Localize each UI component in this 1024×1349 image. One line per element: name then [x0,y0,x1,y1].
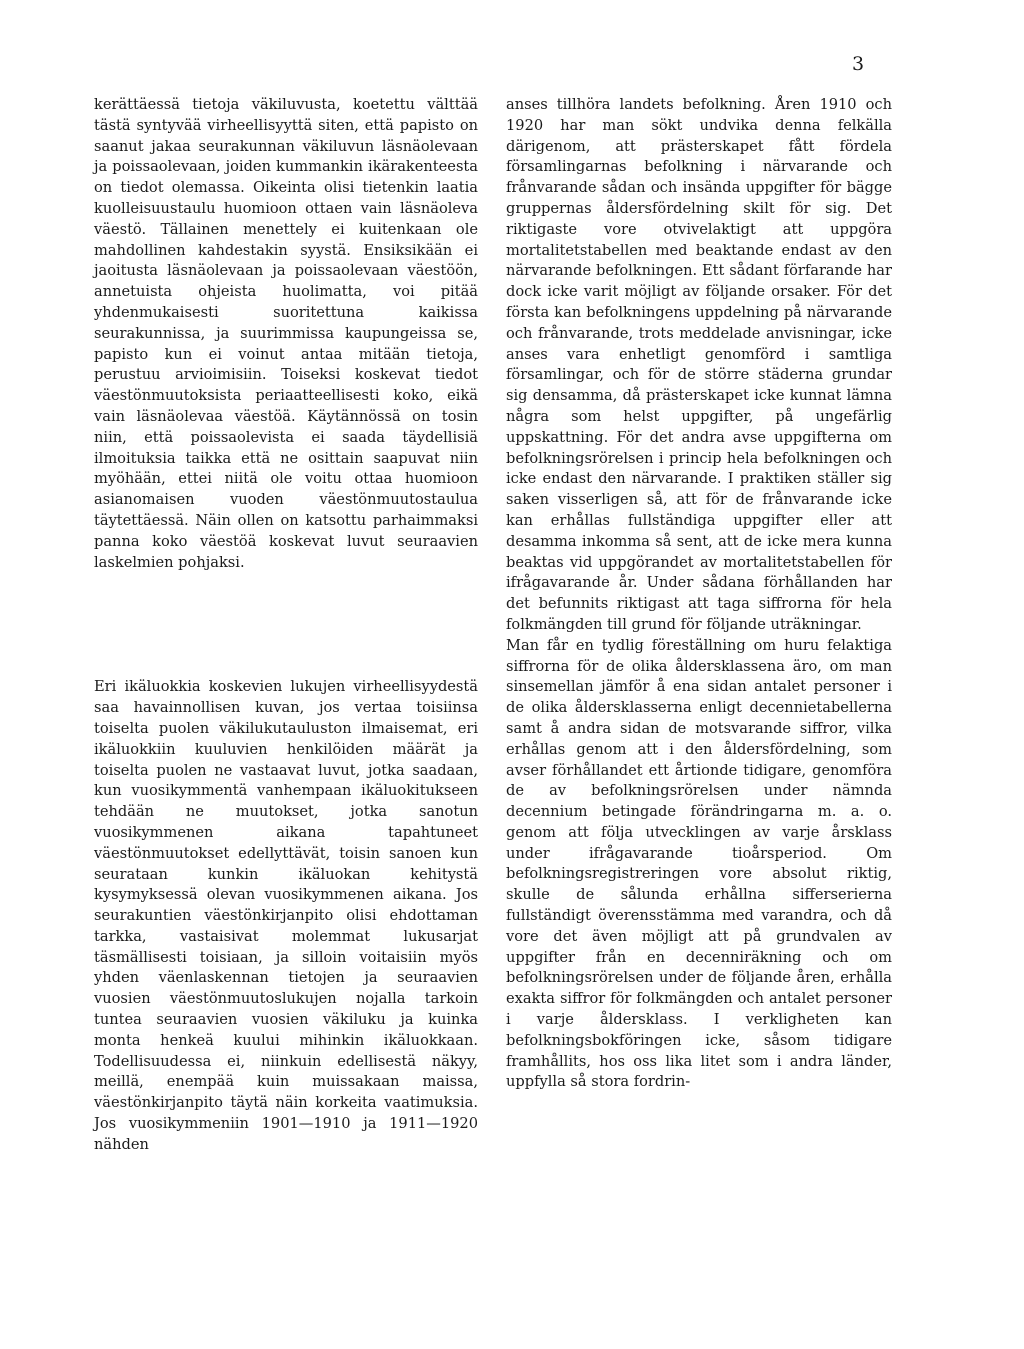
finnish-paragraph-1: kerättäessä tietoja väkiluvusta, koetettu välttää tästä syntyvää virheellisyyttä siten, että papisto on saanut jakaa seurakunnan väkiluvun läsnäolevaan ja poissaolevaan, joiden kummankin ikärakenteesta on tiedot olemassa. Oikeinta olisi tietenkin laatia kuolleisuustaulu huomioon ottaen vain läsnäoleva väestö. Tällainen menettely ei kuitenkaan ole mahdollinen kahdestakin syystä. Ensiksikään ei jaoitusta läsnäolevaan ja poissaolevaan väestöön, annetuista ohjeista huolimatta, voi pitää yhdenmukaisesti suoritettuna kaikissa seurakunnissa, ja suurimmissa kaupungeissa se, papisto kun ei voinut antaa mitään tietoja, perustuu arvioimisiin. Toiseksi koskevat tiedot väestönmuutoksista periaatteellisesti koko, eikä vain läsnäolevaa väestöä. Käytännössä on tosin niin, että poissaolevista ei saada täydellisiä ilmoituksia taikka että ne osittain saapuvat niin myöhään, ettei niitä ole voitu ottaa huomioon asianomaisen vuoden väestönmuutostaulua täytettäessä. Näin ollen on katsottu parhaimmaksi panna koko väestöä koskevat luvut seuraavien laskelmien pohjaksi. [94,96,478,571]
swedish-paragraph-1: anses tillhöra landets befolkning. Åren 1910 och 1920 har man sökt undvika denna felkälla därigenom, att prästerskapet fått fördela församlingarnas befolkning i närvarande och frånvarande sådan och insända uppgifter för bägge gruppernas åldersfördelning skilt för sig. Det riktigaste vore otvivelaktigt att uppgöra mortalitetstabellen med beaktande endast av den närvarande befolkningen. Ett sådant förfarande har dock icke varit möjligt av följande orsaker. För det första kan befolkningens uppdelning på närvarande och frånvarande, trots meddelade anvisningar, icke anses vara enhetligt genomförd i samtliga församlingar, och för de större städerna grundar sig densamma, då prästerskapet icke kunnat lämna några som helst uppgifter, på ungefärlig uppskattning. För det andra avse uppgifterna om befolkningsrörelsen i princip hela befolkningen och icke endast den närvarande. I praktiken ställer sig saken visserligen så, att för de frånvarande icke kan erhållas fullständiga uppgifter eller att desamma inkomma så sent, att de icke mera kunna beaktas vid uppgörandet av mortalitetstabellen för ifrågavarande år. Under sådana förhållanden har det befunnits riktigast att taga siffrorna för hela folkmängden till grund för följande uträkningar. [506,96,892,633]
page-number: 3 [852,53,865,75]
swedish-paragraph-2: Man får en tydlig föreställning om huru felaktiga siffrorna för de olika åldersklassena äro, om man sinsemellan jämför å ena sidan antalet personer i de olika åldersklasserna enligt decennietabellerna samt å andra sidan de motsvarande siffror, vilka erhållas genom att i den åldersfördelning, som avser förhållandet ett årtionde tidigare, genomföra de av befolkningsrörelsen under nämnda decennium betingade förändringarna m. a. o. genom att följa utvecklingen av varje årsklass under ifrågavarande tioårsperiod. Om befolkningsregistreringen vore absolut riktig, skulle de sålunda erhållna sifferserierna fullständigt överensstämma med varandra, och då vore det även möjligt att på grundvalen av uppgifter från en decenniräkning och om befolkningsrörelsen under de följande åren, erhålla exakta siffror för folkmängden och antalet personer i varje åldersklass. I verkligheten kan befolkningsbokföringen icke, såsom tidigare framhållits, hos oss lika litet som i andra länder, uppfylla så stora fordrin- [506,636,892,1091]
finnish-paragraph-2: Eri ikäluokkia koskevien lukujen virheellisyydestä saa havainnollisen kuvan, jos vertaa toisiinsa toiselta puolen väkilukutauluston ilmaisemat, eri ikäluokkiin kuuluvien henkilöiden määrät ja toiselta puolen ne vastaavat luvut, jotka saadaan, kun vuosikymmentä vanhempaan ikäluokitukseen tehdään ne muutokset, jotka sanotun vuosikymmenen aikana tapahtuneet väestönmuutokset edellyttävät, toisin sanoen kun seurataan kunkin ikäluokan kehitystä kysymyksessä olevan vuosikymmenen aikana. Jos seurakuntien väestönkirjanpito olisi ehdottaman tarkka, vastaisivat molemmat lukusarjat täsmällisesti toisiaan, ja silloin voitaisiin myös yhden väenlaskennan tietojen ja seuraavien vuosien väestönmuutoslukujen nojalla tarkoin tuntea seuraavien vuosien väkiluku ja kuinka monta henkeä kuului mihinkin ikäluokkaan. Todellisuudessa ei, niinkuin edellisestä näkyy, meillä, enempää kuin muissakaan maissa, väestönkirjanpito täytä näin korkeita vaatimuksia. Jos vuosikymmeniin 1901—1910 ja 1911—1920 nähden [94,678,478,1153]
finnish-text-column [94,95,478,1156]
swedish-text-column [506,95,892,1093]
